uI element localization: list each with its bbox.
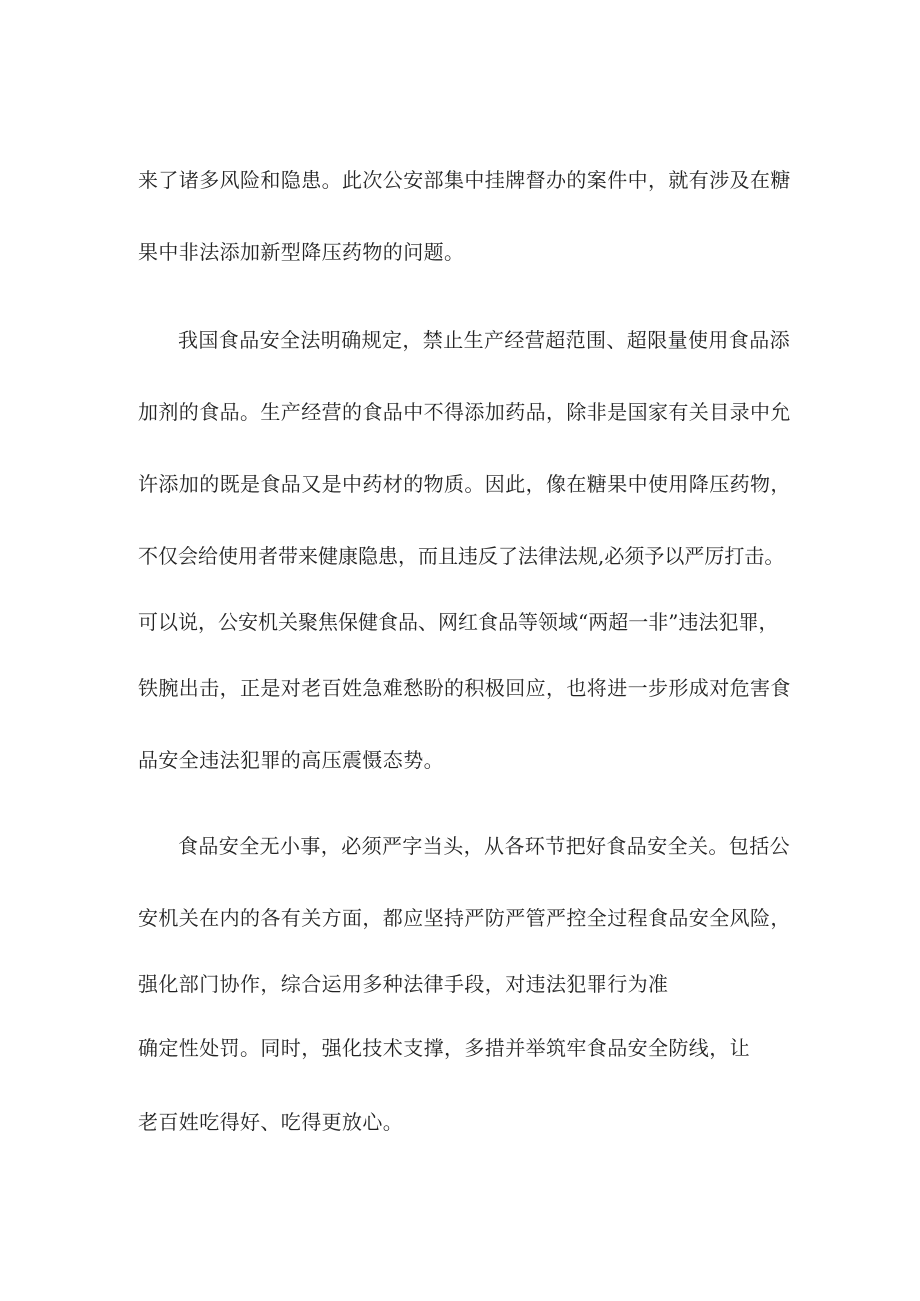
text-line: 老百姓吃得好、吃得更放心。 <box>138 1110 404 1134</box>
text-line: 铁腕出击，正是对老百姓急难愁盼的积极回应，也将进一步形成对危害食 <box>138 676 791 700</box>
text-line: 可以说，公安机关聚焦保健食品、网红食品等领域“两超一非”违法犯罪， <box>138 610 779 634</box>
text-line: 安机关在内的各有关方面，都应坚持严防严管严控全过程食品安全风险， <box>138 906 791 930</box>
text-line: 确定性处罚。同时，强化技术支撑，多措并举筑牢食品安全防线，让 <box>138 1036 750 1060</box>
text-line: 我国食品安全法明确规定，禁止生产经营超范围、超限量使用食品添 <box>178 328 790 352</box>
text-line: 食品安全无小事，必须严字当头，从各环节把好食品安全关。包括公 <box>178 834 790 858</box>
text-line: 果中非法添加新型降压药物的问题。 <box>138 240 465 264</box>
text-line: 不仅会给使用者带来健康隐患，而且违反了法律法规,必须予以严厉打击。 <box>138 544 785 568</box>
text-line: 加剂的食品。生产经营的食品中不得添加药品，除非是国家有关目录中允 <box>138 400 791 424</box>
text-line: 强化部门协作，综合运用多种法律手段，对违法犯罪行为准 <box>138 972 669 996</box>
text-line: 许添加的既是食品又是中药材的物质。因此，像在糖果中使用降压药物， <box>138 472 791 496</box>
text-line: 来了诸多风险和隐患。此次公安部集中挂牌督办的案件中，就有涉及在糖 <box>138 168 791 192</box>
text-line: 品安全违法犯罪的高压震慑态势。 <box>138 748 444 772</box>
